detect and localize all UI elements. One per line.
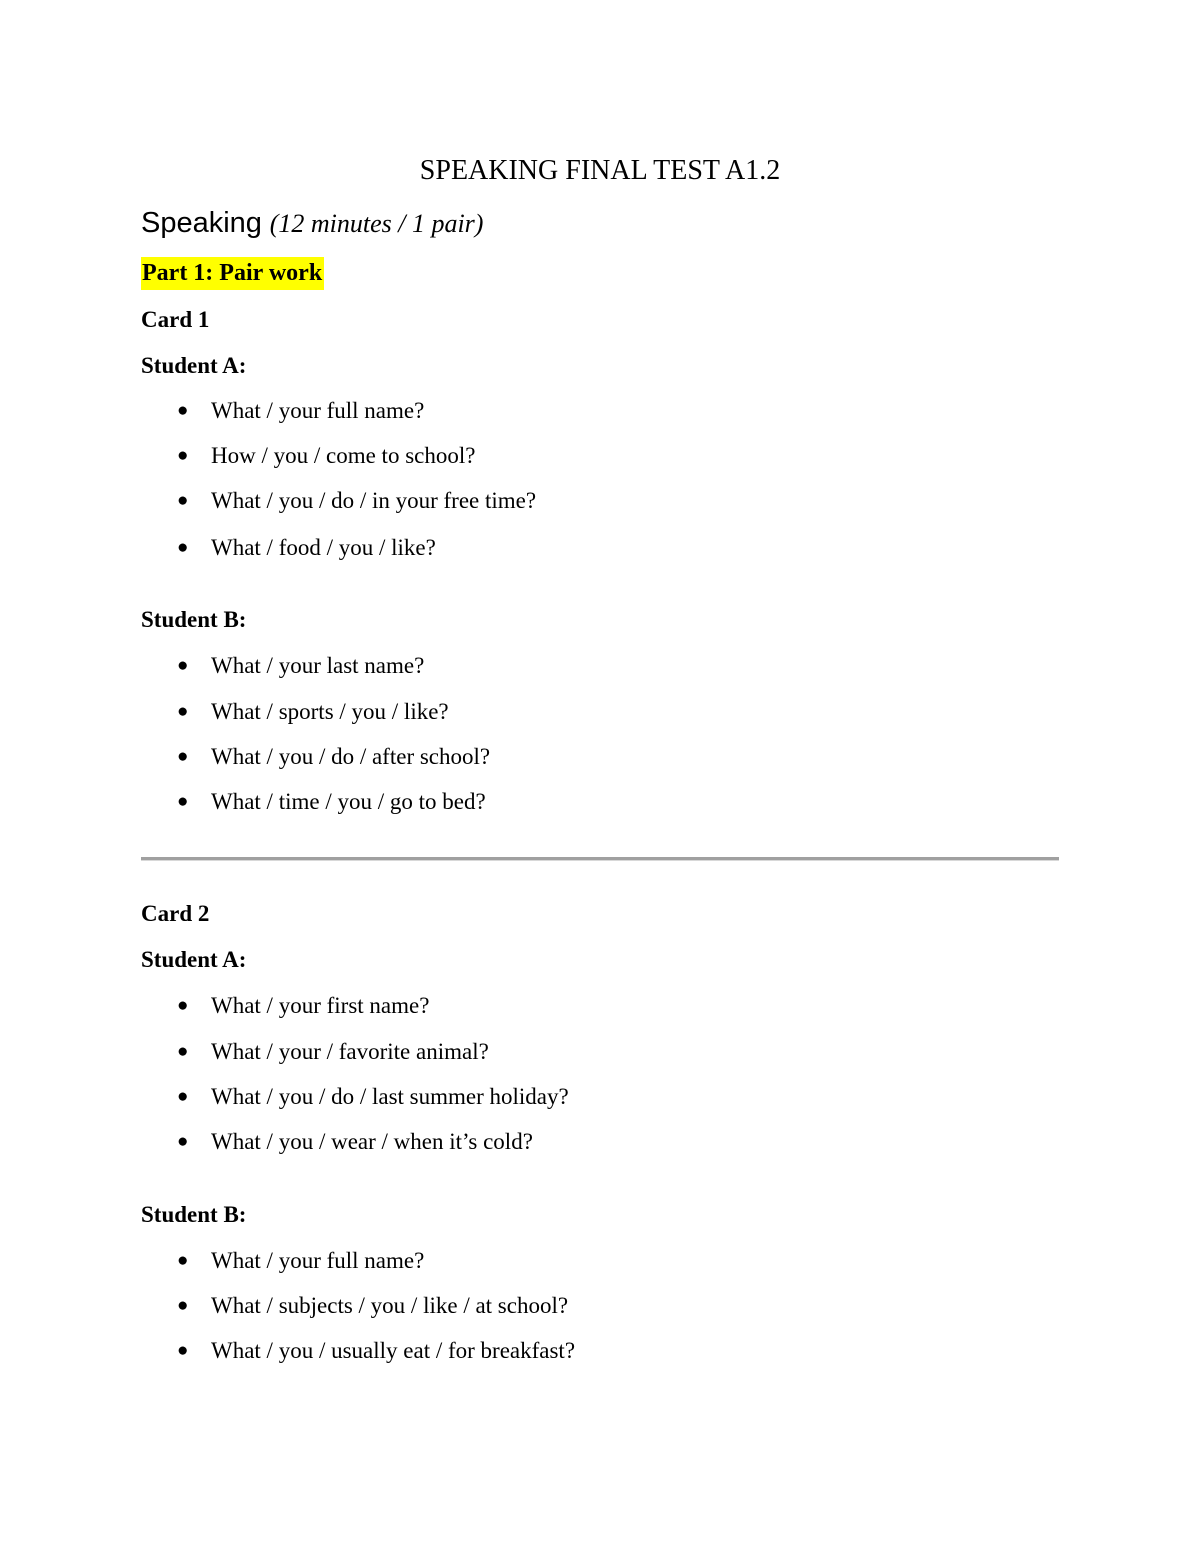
bullet-icon: ● — [177, 746, 189, 767]
part-heading: Part 1: Pair work — [141, 257, 324, 290]
card-1-student-a-label: Student A: — [141, 353, 247, 378]
question-text: What / you / wear / when it’s cold? — [211, 1129, 533, 1154]
bullet-icon: ● — [177, 791, 189, 812]
bullet-icon: ● — [177, 1340, 189, 1361]
card-2-student-a-label: Student A: — [141, 947, 247, 972]
section-heading — [141, 203, 483, 243]
question-text: What / you / usually eat / for breakfast? — [211, 1338, 576, 1363]
question-text: What / food / you / like? — [211, 535, 436, 560]
card-2-title: Card 2 — [141, 901, 210, 926]
question-text: What / subjects / you / like / at school? — [211, 1293, 569, 1318]
bullet-icon: ● — [177, 995, 189, 1016]
bullet-icon: ● — [177, 490, 189, 511]
section-heading-note: (12 minutes / 1 pair) — [269, 209, 484, 238]
bullet-icon: ● — [177, 445, 189, 466]
card-2-student-b-label: Student B: — [141, 1202, 247, 1227]
question-text: What / time / you / go to bed? — [211, 789, 486, 814]
bullet-icon: ● — [177, 1295, 189, 1316]
question-text: What / your / favorite animal? — [211, 1039, 489, 1064]
horizontal-divider — [141, 857, 1059, 861]
question-text: What / your full name? — [211, 398, 425, 423]
question-text: What / you / do / in your free time? — [211, 488, 537, 513]
card-1-student-b-label: Student B: — [141, 607, 247, 632]
bullet-icon: ● — [177, 655, 189, 676]
question-text: How / you / come to school? — [211, 443, 476, 468]
bullet-icon: ● — [177, 400, 189, 421]
bullet-icon: ● — [177, 1250, 189, 1271]
question-text: What / your full name? — [211, 1248, 425, 1273]
card-1-title: Card 1 — [141, 307, 210, 332]
bullet-icon: ● — [177, 1041, 189, 1062]
bullet-icon: ● — [177, 537, 189, 558]
bullet-icon: ● — [177, 701, 189, 722]
question-text: What / your first name? — [211, 993, 430, 1018]
section-heading-label: Speaking — [141, 207, 262, 239]
document-title: SPEAKING FINAL TEST A1.2 — [419, 155, 781, 186]
question-text: What / you / do / last summer holiday? — [211, 1084, 569, 1109]
bullet-icon: ● — [177, 1086, 189, 1107]
question-text: What / sports / you / like? — [211, 699, 449, 724]
bullet-icon: ● — [177, 1131, 189, 1152]
question-text: What / you / do / after school? — [211, 744, 491, 769]
question-text: What / your last name? — [211, 653, 425, 678]
